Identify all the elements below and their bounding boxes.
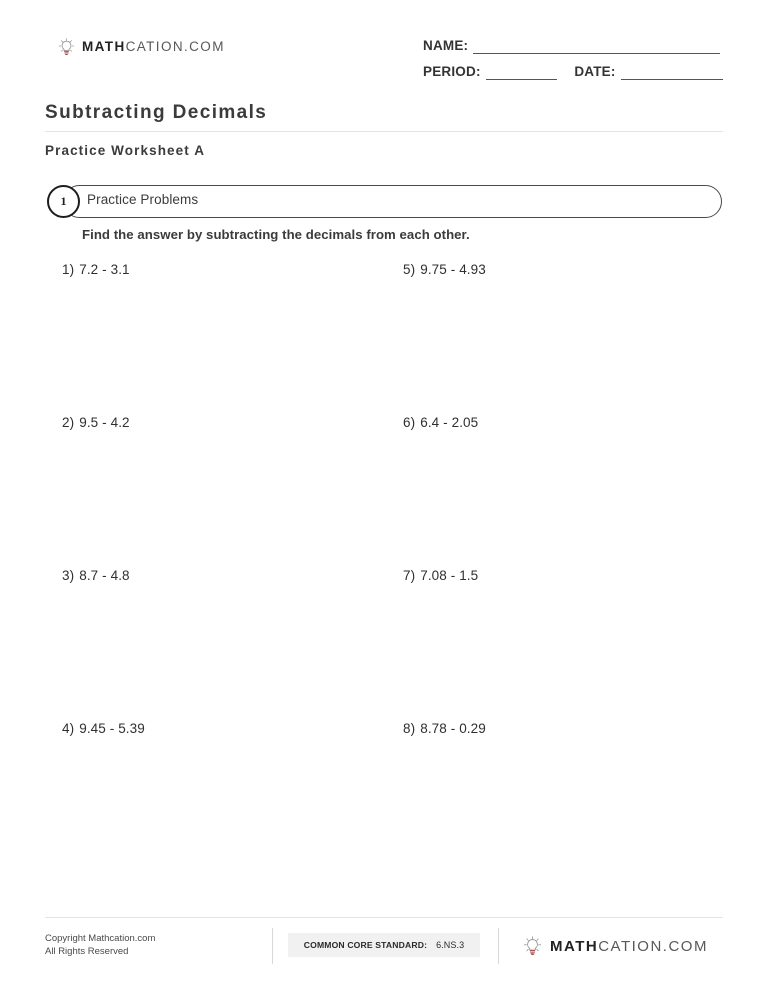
page-header [45, 28, 723, 84]
title-divider [45, 131, 723, 132]
problem-item [403, 415, 478, 430]
problem-expression: 9.75 - 4.93 [420, 262, 486, 277]
brand-name-light: CATION.COM [125, 39, 225, 55]
period-label: PERIOD: [423, 64, 481, 79]
problem-item [403, 568, 478, 583]
footer-vertical-divider-left [272, 928, 273, 964]
page-subtitle: Practice Worksheet A [45, 143, 206, 158]
common-core-label: COMMON CORE STANDARD: [303, 940, 428, 950]
section-header-pill [63, 185, 722, 218]
footer-brand-name-light: CATION.COM [598, 937, 708, 955]
problem-number: 4) [62, 721, 75, 736]
problem-number: 7) [403, 568, 416, 583]
problem-expression: 8.78 - 0.29 [420, 721, 486, 736]
problem-item [403, 262, 486, 277]
problem-expression: 6.4 - 2.05 [420, 415, 479, 430]
problem-number: 8) [403, 721, 416, 736]
period-input-line[interactable] [486, 66, 557, 80]
problem-expression: 7.2 - 3.1 [79, 262, 130, 277]
footer-brand-name [550, 939, 708, 954]
date-label: DATE: [574, 64, 616, 79]
brand-name-strong: MATH [82, 39, 126, 55]
common-core-badge [288, 933, 480, 957]
brand-name [82, 40, 225, 54]
name-field-row [423, 28, 723, 54]
problem-item [403, 721, 486, 736]
lightbulb-icon [58, 38, 75, 56]
footer-brand-name-strong: MATH [550, 937, 599, 955]
problem-item [62, 721, 145, 736]
problem-item [62, 568, 130, 583]
date-input-line[interactable] [621, 66, 723, 80]
lightbulb-icon [523, 936, 542, 956]
problem-expression: 8.7 - 4.8 [79, 568, 130, 583]
problem-item [62, 415, 130, 430]
page-title: Subtracting Decimals [45, 102, 268, 123]
brand-logo [58, 38, 225, 56]
copyright-text [45, 932, 155, 958]
section-instructions: Find the answer by subtracting the decimals from each other. [82, 227, 470, 242]
period-date-field-row [423, 54, 723, 80]
section-number-badge: 1 [47, 185, 80, 218]
footer-brand-logo [523, 936, 708, 956]
problem-number: 2) [62, 415, 75, 430]
problem-expression: 9.45 - 5.39 [79, 721, 145, 736]
problem-expression: 7.08 - 1.5 [420, 568, 479, 583]
problem-number: 5) [403, 262, 416, 277]
section-label: Practice Problems [87, 192, 199, 207]
footer-divider-rule [45, 917, 723, 918]
problem-number: 1) [62, 262, 75, 277]
name-input-line[interactable] [473, 40, 720, 54]
name-label: NAME: [423, 38, 469, 53]
problem-number: 6) [403, 415, 416, 430]
student-info-fields [423, 28, 723, 80]
problem-item [62, 262, 130, 277]
problem-number: 3) [62, 568, 75, 583]
common-core-value: 6.NS.3 [436, 940, 465, 950]
footer-vertical-divider-right [498, 928, 499, 964]
copyright-line-1: Copyright Mathcation.com [45, 933, 156, 944]
problem-expression: 9.5 - 4.2 [79, 415, 130, 430]
copyright-line-2: All Rights Reserved [45, 946, 129, 957]
